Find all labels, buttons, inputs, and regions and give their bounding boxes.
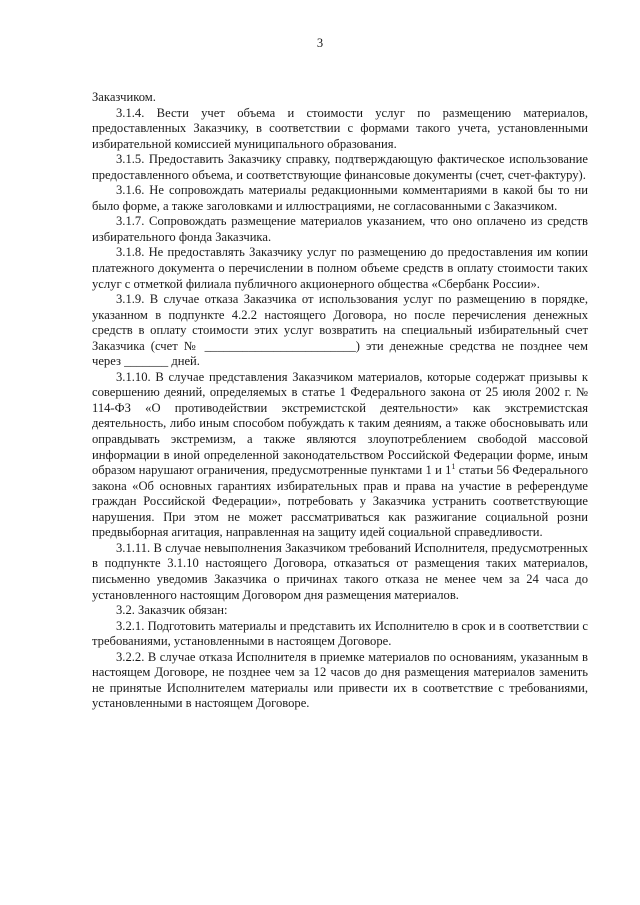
paragraph-3-1-9: 3.1.9. В случае отказа Заказчика от использования услуг по размещению в порядке, указанном в подпункте 4.2.2 настоящего Договора, но после перечисления денежных средств в оплату стоимости этих услуг возвратить на специальный избирательный счет Заказчика (счет № ________________________) эти денежные средства не позднее чем через _______ дней. <box>92 292 588 369</box>
section-3-2-heading: 3.2. Заказчик обязан: <box>116 603 228 618</box>
paragraph-3-1-10 <box>92 370 588 541</box>
paragraph-continuation: Заказчиком. <box>92 90 156 104</box>
paragraph-3-1-10-part-1: 3.1.10. В случае представления Заказчиком материалов, которые содержат призывы к совершению деяний, определяемых в статье 1 Федерального закона от 25 июля 2002 г. № 114-ФЗ «О противодействии экстремистской деятельности» как экстремистская деятельность, либо иным способом побуждать к таким деяниям, а также обосновывать или оправдывать экстремизм, а также являются злоупотреблением свободой массовой информации в иной определенной законодательством Российской Федерации форме, иным образом нарушают ограничения, предусмотренные пунктами 1 и 1 <box>92 369 588 478</box>
paragraph-3-1-8: 3.1.8. Не предоставлять Заказчику услуг по размещению до предоставления им копии платежного документа о перечислении в полном объеме средств в оплату стоимости таких услуг с отметкой филиала публичного акционерного общества «Сбербанк России». <box>92 245 588 291</box>
paragraph-3-1-10-part-2: статьи 56 Федерального закона «Об основных гарантиях избирательных прав и права на участие в референдуме граждан Российской Федерации», потребовать у Заказчика устранить соответствующие нарушения. При этом не может рассматриваться как разжигание социальной розни предвыборная агитация, направленная на защиту идей социальной справедливости. <box>92 463 588 540</box>
paragraph-3-2-2: 3.2.2. В случае отказа Исполнителя в приемке материалов по основаниям, указанным в настоящем Договоре, не позднее чем за 12 часов до дня размещения материалов заменить не принятые Исполнителем материалы или привести их в соответствие с требованиями, установленными в настоящем Договоре. <box>92 649 588 711</box>
superscript-1: 1 <box>451 461 456 471</box>
paragraph-3-1-5: 3.1.5. Предоставить Заказчику справку, подтверждающую фактическое использование предоставленного объема, и соответствующие финансовые документы (счет, счет-фактуру). <box>92 152 588 182</box>
paragraph-3-1-7: 3.1.7. Сопровождать размещение материалов указанием, что оно оплачено из средств избирательного фонда Заказчика. <box>92 214 588 244</box>
paragraph-3-1-11: 3.1.11. В случае невыполнения Заказчиком требований Исполнителя, предусмотренных в подпункте 3.1.10 настоящего Договора, отказаться от размещения таких материалов, письменно уведомив Заказчика о причинах такого отказа не менее чем за 24 часа до установленного настоящим Договором дня размещения материалов. <box>92 540 588 602</box>
page-number: 3 <box>316 36 324 50</box>
document-body <box>92 90 588 712</box>
paragraph-3-2-1: 3.2.1. Подготовить материалы и представить их Исполнителю в срок и в соответствии с требованиями, установленными в настоящем Договоре. <box>92 618 588 649</box>
paragraph-3-1-6: 3.1.6. Не сопровождать материалы редакционными комментариями в какой бы то ни было форме, а также заголовками и иллюстрациями, не согласованными с Заказчиком. <box>92 183 588 213</box>
paragraph-3-1-4: 3.1.4. Вести учет объема и стоимости услуг по размещению материалов, предоставленных Заказчику, в соответствии с формами такого учета, установленными избирательной комиссией муниципального образования. <box>92 105 588 151</box>
